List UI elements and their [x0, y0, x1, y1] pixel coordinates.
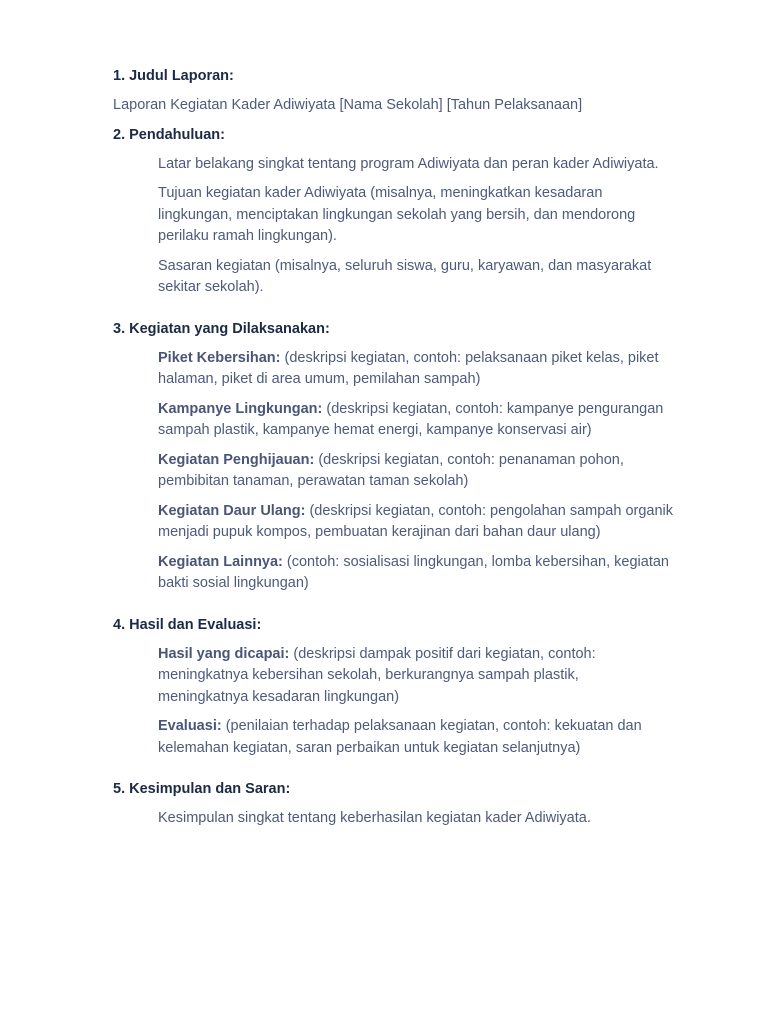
- section-heading-judul: 1. Judul Laporan:: [113, 68, 234, 84]
- kegiatan-item-text: (contoh: sosialisasi lingkungan, lomba kebersihan, kegiatan bakti sosial lingkungan): [158, 553, 669, 591]
- hasil-item: [158, 644, 673, 709]
- kegiatan-item: [158, 399, 673, 442]
- kegiatan-item: [158, 450, 673, 493]
- section-gap: [113, 767, 683, 779]
- report-title-text: Laporan Kegiatan Kader Adiwiyata [Nama Sekolah] [Tahun Pelaksanaan]: [113, 97, 583, 113]
- kegiatan-item-label: Piket Kebersihan:: [158, 349, 281, 366]
- kegiatan-item: [158, 348, 673, 391]
- section-heading-kegiatan: 3. Kegiatan yang Dilaksanakan:: [113, 320, 330, 337]
- hasil-item-text: (deskripsi dampak positif dari kegiatan, contoh: meningkatnya kebersihan sekolah, berkurangnya sampah plastik, meningkatnya kesadaran lingkungan): [158, 645, 596, 705]
- hasil-item-label: Evaluasi:: [158, 718, 222, 734]
- kegiatan-item: [158, 501, 673, 544]
- hasil-item: [158, 716, 673, 759]
- kegiatan-item-label: Kegiatan Daur Ulang:: [158, 502, 306, 519]
- kegiatan-item-label: Kampanye Lingkungan:: [158, 400, 323, 417]
- kegiatan-item-label: Kegiatan Lainnya:: [158, 553, 283, 570]
- section-gap: [113, 307, 683, 319]
- kegiatan-item-text: (deskripsi kegiatan, contoh: kampanye pengurangan sampah plastik, kampanye hemat energi, kampanye konservasi air): [158, 400, 664, 438]
- section-gap: [113, 603, 683, 615]
- hasil-item-label: Hasil yang dicapai:: [158, 645, 290, 662]
- pendahuluan-paragraph: Sasaran kegiatan (misalnya, seluruh siswa, guru, karyawan, dan masyarakat sekitar sekolah).: [158, 257, 652, 295]
- kegiatan-item-text: (deskripsi kegiatan, contoh: penanaman pohon, pembibitan tanaman, perawatan taman sekolah): [158, 451, 624, 489]
- kegiatan-item-text: (deskripsi kegiatan, contoh: pelaksanaan piket kelas, piket halaman, piket di area umum, pemilahan sampah): [158, 349, 659, 387]
- document-content: [113, 66, 683, 838]
- section-heading-pendahuluan: 2. Pendahuluan:: [113, 126, 225, 143]
- kegiatan-item: [158, 552, 673, 595]
- kegiatan-item-text: (deskripsi kegiatan, contoh: pengolahan sampah organik menjadi pupuk kompos, pembuatan kerajinan dari bahan daur ulang): [158, 502, 674, 540]
- kegiatan-item-label: Kegiatan Penghijauan:: [158, 451, 315, 468]
- section-heading-kesimpulan: 5. Kesimpulan dan Saran:: [113, 781, 291, 797]
- kesimpulan-paragraph: Kesimpulan singkat tentang keberhasilan kegiatan kader Adiwiyata.: [158, 810, 591, 826]
- pendahuluan-paragraph: Latar belakang singkat tentang program Adiwiyata dan peran kader Adiwiyata.: [158, 155, 659, 172]
- section-heading-hasil: 4. Hasil dan Evaluasi:: [113, 616, 262, 633]
- hasil-item-text: (penilaian terhadap pelaksanaan kegiatan, contoh: kekuatan dan kelemahan kegiatan, saran perbaikan untuk kegiatan selanjutnya): [158, 718, 642, 756]
- pendahuluan-paragraph: Tujuan kegiatan kader Adiwiyata (misalnya, meningkatkan kesadaran lingkungan, menciptakan lingkungan sekolah yang bersih, dan mendorong perilaku ramah lingkungan).: [158, 185, 636, 244]
